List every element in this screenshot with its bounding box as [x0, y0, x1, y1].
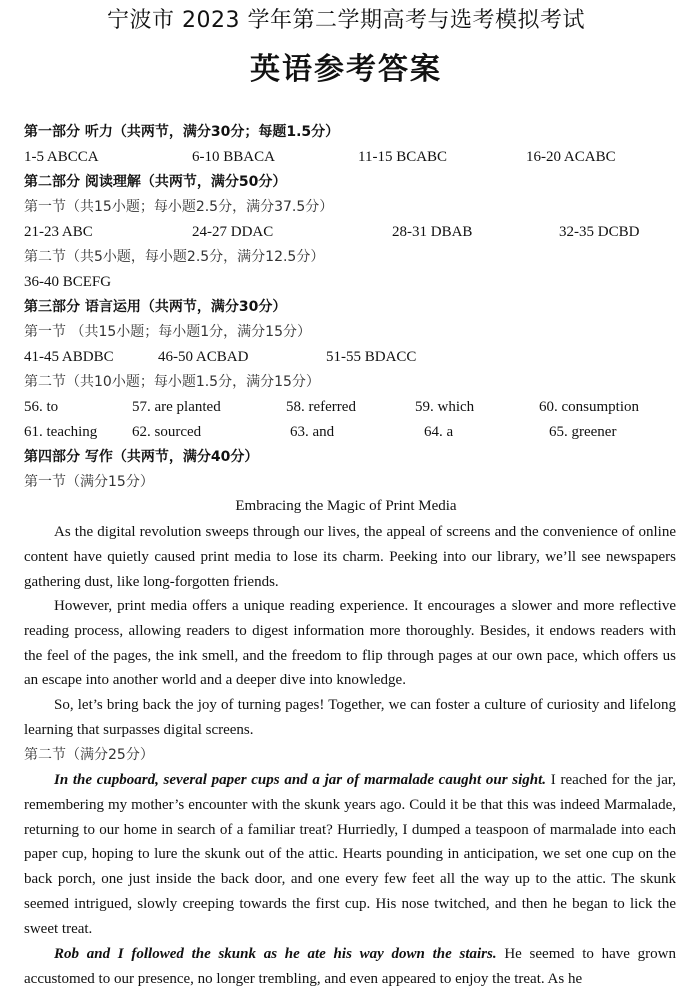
part2-answer-row — [24, 220, 674, 245]
part1-answer-row — [24, 145, 674, 170]
part3-fill-row-2 — [24, 420, 674, 445]
answer-group: 46-50 ACBAD — [158, 349, 249, 365]
answer-group: 24-27 DDAC — [192, 224, 274, 240]
document-title: 宁波市 2023 学年第二学期高考与选考模拟考试 — [107, 8, 585, 33]
part2-section1: 第一节（共15小题；每小题2.5分，满分37.5分） — [24, 199, 334, 215]
answer-group: 11-15 BCABC — [358, 149, 448, 165]
story-lead-sentence: Rob and I followed the skunk as he ate his way down the stairs. — [54, 946, 497, 962]
fill-answer: 63. and — [290, 424, 335, 440]
answer-group: 51-55 BDACC — [326, 349, 417, 365]
part2-heading: 第二部分 阅读理解（共两节，满分50分） — [24, 174, 287, 190]
answer-group: 32-35 DCBD — [559, 224, 640, 240]
fill-answer: 65. greener — [549, 424, 617, 440]
part4-section2: 第二节（满分25分） — [24, 747, 154, 763]
part2-answer-row-2 — [24, 270, 674, 295]
essay-paragraph: However, print media offers a unique reading experience. It encourages a slower and more reflective reading process, allowing readers to digest information more thoroughly. Besides, it endows readers with the feel of the pages, the ink smell, and the freedom to flip through pages at our own pace, which offers us an escape into another world and a deeper dive into knowledge. — [24, 598, 676, 689]
story-text: He seemed to have grown accustomed to our presence, no longer trembling, and even appeared to enjoy the treat. As he — [24, 946, 677, 987]
answer-group: 21-23 ABC — [24, 224, 93, 240]
part3-answer-row — [24, 345, 674, 370]
document-subtitle: 英语参考答案 — [250, 52, 442, 87]
essay-title: Embracing the Magic of Print Media — [235, 498, 457, 514]
fill-answer: 58. referred — [286, 399, 356, 415]
answer-group: 41-45 ABDBC — [24, 349, 114, 365]
fill-answer: 64. a — [424, 424, 454, 440]
fill-answer: 56. to — [24, 399, 59, 415]
story-paragraph — [24, 768, 676, 942]
fill-answer: 62. sourced — [132, 424, 202, 440]
part2-section2: 第二节（共5小题，每小题2.5分，满分12.5分） — [24, 249, 325, 265]
essay-paragraph: So, let’s bring back the joy of turning pages! Together, we can foster a culture of curiosity and lifelong learning that surpasses digital screens. — [24, 697, 676, 738]
fill-answer: 57. are planted — [132, 399, 221, 415]
answer-group: 36-40 BCEFG — [24, 274, 112, 290]
fill-answer: 59. which — [415, 399, 475, 415]
answer-group: 6-10 BBACA — [192, 149, 275, 165]
essay-paragraph: As the digital revolution sweeps through our lives, the appeal of screens and the convenience of online content have quietly caused print media to lose its charm. Peeking into our library, we’ll see newspapers gathering dust, like long-forgotten friends. — [24, 524, 676, 590]
story-text: I reached for the jar, remembering my mother’s encounter with the skunk years ago. Could it be that this was indeed Marmalade, returning to our home in search of a familiar treat? Hurriedly, I dumped a teaspoon of marmalade into each paper cup, hoping to lure the skunk out of the attic. Hearts pounding in anticipation, we set one cup on the back porch, one just inside the back door, and one every few feet all the way up to the attic. The skunk seemed intrigued, slowly creeping towards the first cup. His nose twitched, and then he began to lick the sweet treat. — [24, 772, 676, 937]
part4-section1: 第一节（满分15分） — [24, 474, 154, 490]
part3-heading: 第三部分 语言运用（共两节，满分30分） — [24, 299, 287, 315]
part1-heading: 第一部分 听力（共两节，满分30分；每题1.5分） — [24, 124, 340, 140]
story-paragraph — [24, 942, 676, 992]
fill-answer: 61. teaching — [24, 424, 98, 440]
part3-fill-row-1 — [24, 395, 674, 420]
answer-group: 1-5 ABCCA — [24, 149, 99, 165]
answer-group: 28-31 DBAB — [392, 224, 473, 240]
fill-answer: 60. consumption — [539, 399, 639, 415]
story-lead-sentence: In the cupboard, several paper cups and a jar of marmalade caught our sight. — [54, 772, 547, 788]
part3-section2: 第二节（共10小题；每小题1.5分，满分15分） — [24, 374, 320, 390]
answer-group: 16-20 ACABC — [526, 149, 616, 165]
part3-section1: 第一节 （共15小题；每小题1分，满分15分） — [24, 324, 311, 340]
part4-heading: 第四部分 写作（共两节，满分40分） — [24, 449, 259, 465]
